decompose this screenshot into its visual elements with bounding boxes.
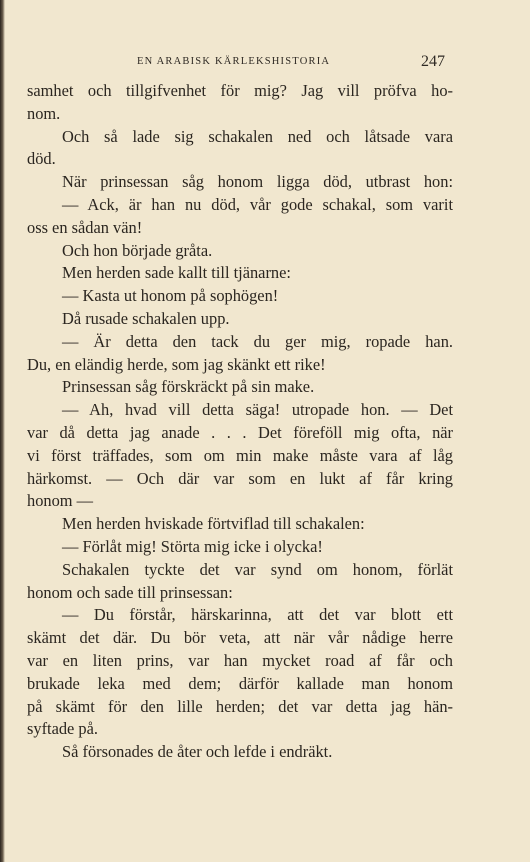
body-text bbox=[27, 80, 453, 764]
text-line: — Förlåt mig! Störta mig icke i olycka! bbox=[62, 536, 323, 556]
text-line: samhet och tillgifvenhet för mig? Jag vill pröfva ho- bbox=[27, 81, 453, 100]
page-number: 247 bbox=[421, 53, 445, 70]
text-line: var då detta jag anade . . . Det föreföll mig ofta, när bbox=[27, 422, 453, 442]
running-title: EN ARABISK KÄRLEKSHISTORIA bbox=[137, 56, 331, 67]
text-line: död. bbox=[27, 149, 56, 169]
text-line: Och hon började gråta. bbox=[62, 240, 213, 260]
text-line: honom — bbox=[27, 491, 94, 511]
text-line: syftade på. bbox=[27, 719, 98, 739]
text-line: var en liten prins, var han mycket road af får och bbox=[27, 650, 453, 670]
text-line: — Kasta ut honom på sophögen! bbox=[62, 286, 279, 306]
text-line: honom och sade till prinsessan: bbox=[27, 582, 233, 602]
text-line: — Ack, är han nu död, vår gode schakal, som varit bbox=[62, 194, 453, 214]
text-line: — Ah, hvad vill detta säga! utropade hon. — Det bbox=[62, 400, 453, 420]
text-line: vi först träffades, som om min make måste vara af låg bbox=[27, 445, 453, 465]
text-line: nom. bbox=[27, 103, 61, 123]
text-line: Du, en eländig herde, som jag skänkt ett rike! bbox=[27, 354, 326, 374]
text-line: — Du förstår, härskarinna, att det var blott ett bbox=[62, 605, 453, 625]
text-line: När prinsessan såg honom ligga död, utbrast hon: bbox=[62, 172, 453, 192]
text-line: härkomst. — Och där var som en lukt af får kring bbox=[27, 468, 453, 488]
text-line: Så försonades de åter och lefde i endräkt. bbox=[62, 742, 333, 762]
text-line: Schakalen tyckte det var synd om honom, förlät bbox=[62, 559, 453, 579]
text-line: — Är detta den tack du ger mig, ropade han. bbox=[62, 331, 453, 351]
text-line: på skämt för den lille herden; det var detta jag hän- bbox=[27, 696, 453, 716]
page-header bbox=[0, 53, 530, 73]
text-line: Men herden hviskade förtviflad till schakalen: bbox=[62, 514, 365, 534]
text-line: Prinsessan såg förskräckt på sin make. bbox=[62, 377, 315, 397]
text-line: Men herden sade kallt till tjänarne: bbox=[62, 263, 291, 283]
text-line: brukade leka med dem; därför kallade man honom bbox=[27, 673, 453, 693]
text-line: oss en sådan vän! bbox=[27, 217, 143, 237]
text-line: skämt det där. Du bör veta, att när vår nådige herre bbox=[27, 628, 453, 648]
text-line: Och så lade sig schakalen ned och låtsade vara bbox=[62, 126, 453, 146]
text-line: Då rusade schakalen upp. bbox=[62, 308, 230, 328]
page-edge-shadow bbox=[0, 0, 5, 862]
